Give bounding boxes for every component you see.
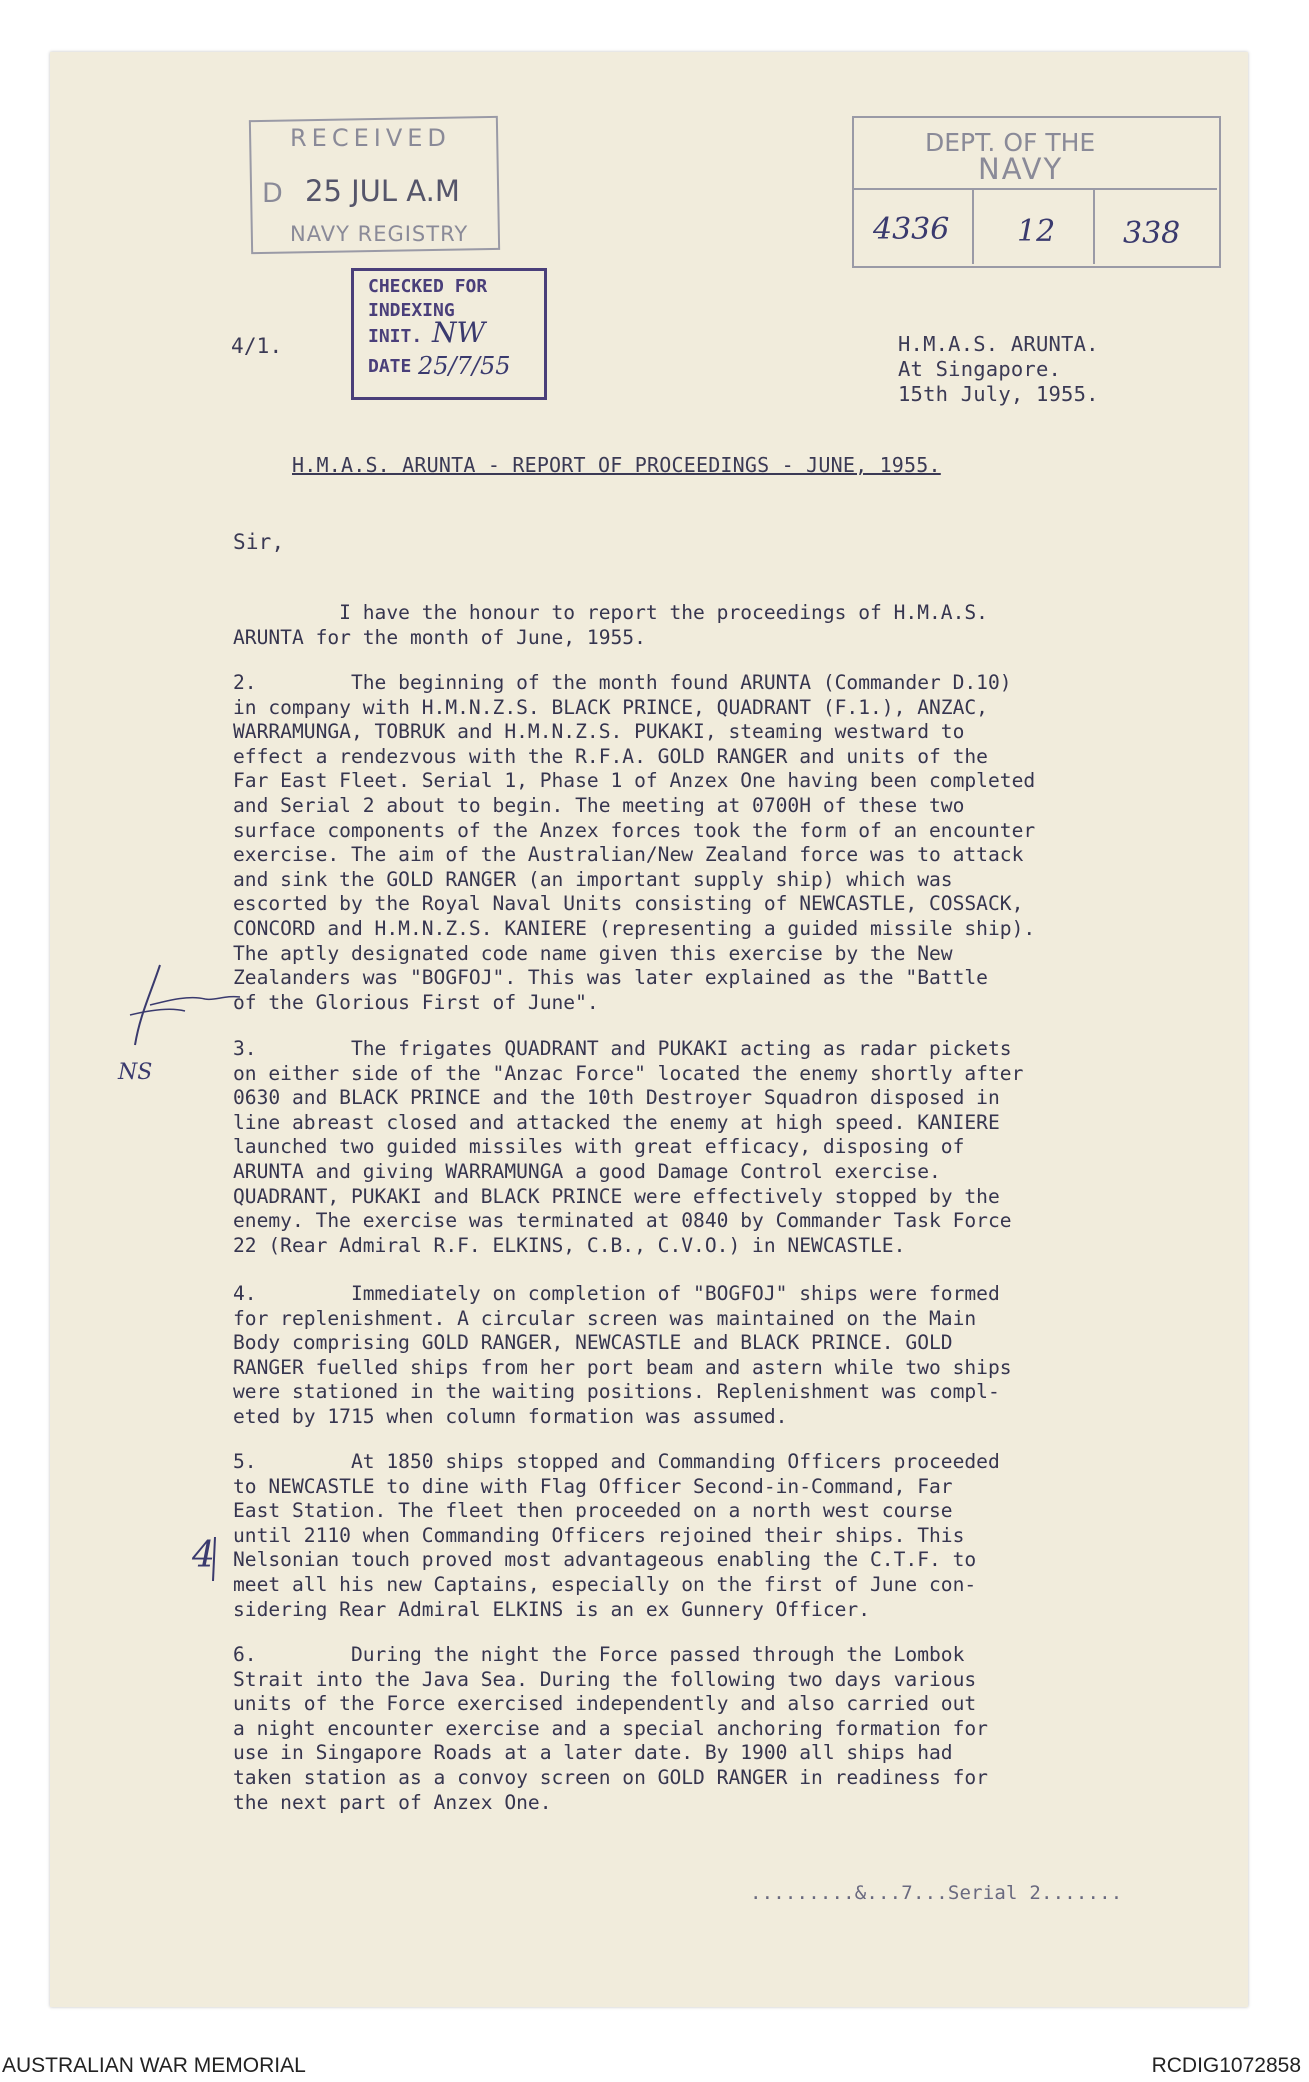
dept-navy-file-folio: 338 bbox=[1123, 216, 1181, 251]
checked-stamp-line1: CHECKED FOR bbox=[368, 276, 488, 297]
margin-paragraph-marker: 4 bbox=[192, 1535, 215, 1576]
paragraph-4: 4. Immediately on completion of "BOGFOJ" ships were formed for replenishment. A circular screen was maintained on the Main Body comprising GOLD RANGER, NEWCASTLE and BLACK PRINCE. GOLD RANGER fuelled ships from her port beam and astern while two ships were stationed in the waiting positions. Replenishment was compl- eted by 1715 when column formation was assumed. bbox=[233, 1282, 1012, 1428]
paragraph-2: 2. The beginning of the month found ARUNTA (Commander D.10) in company with H.M.N.Z.S. BLACK PRINCE, QUADRANT (F.1.), ANZAC, WARRAMUNGA, TOBRUK and H.M.N.Z.S. PUKAKI, steaming westward to effect a rendezvous with the R.F.A. GOLD RANGER and units of the Far East Fleet. Serial 1, Phase 1 of Anzex One having been completed and Serial 2 about to begin. The meeting at 0700H of these two surface components of the Anzex forces took the form of an encounter exercise. The aim of the Australian/New Zealand force was to attack and sink the GOLD RANGER (an important supply ship) which was escorted by the Royal Naval Units consisting of NEWCASTLE, COSSACK, CONCORD and H.M.N.Z.S. KANIERE (representing a guided missile ship). The aptly designated code name given this exercise by the New Zealanders was "BOGFOJ". This was later explained as the "Battle of the Glorious First of June". bbox=[233, 671, 1036, 1014]
dept-navy-file-number: 4336 bbox=[873, 212, 950, 247]
dept-navy-stamp-divider bbox=[852, 188, 1217, 190]
archive-reference: RCDIG1072858 bbox=[1151, 2054, 1301, 2077]
margin-marker-stroke bbox=[205, 1535, 225, 1585]
paragraph-3: 3. The frigates QUADRANT and PUKAKI acting as radar pickets on either side of the "Anzac Force" located the enemy shortly after 0630 and BLACK PRINCE and the 10th Destroyer Squadron disposed in line abreast closed and attacked the enemy at high speed. KANIERE launched two guided missiles with great efficacy, disposing of ARUNTA and giving WARRAMUNGA a good Damage Control exercise. QUADRANT, PUKAKI and BLACK PRINCE were effectively stopped by the enemy. The exercise was terminated at 0840 by Commander Task Force 22 (Rear Admiral R.F. ELKINS, C.B., C.V.O.) in NEWCASTLE. bbox=[233, 1037, 1024, 1257]
sender-ship: H.M.A.S. ARUNTA. bbox=[898, 332, 1099, 356]
archive-footer bbox=[0, 2049, 1309, 2082]
paragraph-5: 5. At 1850 ships stopped and Commanding Officers proceeded to NEWCASTLE to dine with Flag Officer Second-in-Command, Far East Station. The fleet then proceeded on a north west course until 2110 when Commanding Officers rejoined their ships. This Nelsonian touch proved most advantageous enabling the C.T.F. to meet all his new Captains, especially on the first of June con- sidering Rear Admiral ELKINS is an ex Gunnery Officer. bbox=[233, 1450, 1000, 1621]
continuation-line: .........&...7...Serial 2....... bbox=[750, 1882, 1123, 1904]
letter-reference: 4/1. bbox=[231, 334, 283, 358]
dept-navy-stamp-line1: DEPT. OF THE bbox=[925, 128, 1096, 157]
paragraph-6: 6. During the night the Force passed through the Lombok Strait into the Java Sea. During the following two days various units of the Force exercised independently and also carried out a night encounter exercise and a special anchoring formation for use in Singapore Roads at a later date. By 1900 all ships had taken station as a convoy screen on GOLD RANGER in readiness for the next part of Anzex One. bbox=[233, 1643, 988, 1814]
dept-navy-stamp-line2: NAVY bbox=[978, 152, 1064, 186]
letter-subject: H.M.A.S. ARUNTA - REPORT OF PROCEEDINGS - JUNE, 1955. bbox=[292, 453, 941, 477]
margin-annotation-scribble bbox=[110, 955, 250, 1065]
received-stamp-title: RECEIVED bbox=[290, 124, 451, 152]
checked-stamp-init-label: INIT. bbox=[368, 326, 423, 347]
dept-navy-stamp-col1 bbox=[972, 188, 974, 264]
received-stamp-registry: NAVY REGISTRY bbox=[290, 222, 469, 246]
checked-stamp-date-handwriting: 25/7/55 bbox=[418, 352, 511, 380]
dept-navy-stamp-col2 bbox=[1093, 188, 1095, 264]
margin-initials: NS bbox=[118, 1060, 153, 1085]
sender-location: At Singapore. bbox=[898, 357, 1062, 381]
paragraph-1: I have the honour to report the proceedings of H.M.A.S. ARUNTA for the month of June, 1955. bbox=[233, 601, 988, 649]
checked-stamp-date-label: DATE bbox=[368, 356, 412, 377]
received-stamp-prefix: D bbox=[262, 178, 283, 209]
checked-stamp-line2: INDEXING bbox=[368, 300, 455, 321]
salutation: Sir, bbox=[233, 530, 285, 554]
dept-navy-file-part: 12 bbox=[1017, 214, 1056, 249]
checked-stamp-init-handwriting: NW bbox=[432, 316, 486, 349]
letter-date: 15th July, 1955. bbox=[898, 382, 1099, 406]
received-stamp-date: 25 JUL A.M bbox=[305, 174, 460, 208]
archive-name: AUSTRALIAN WAR MEMORIAL bbox=[2, 2054, 306, 2077]
